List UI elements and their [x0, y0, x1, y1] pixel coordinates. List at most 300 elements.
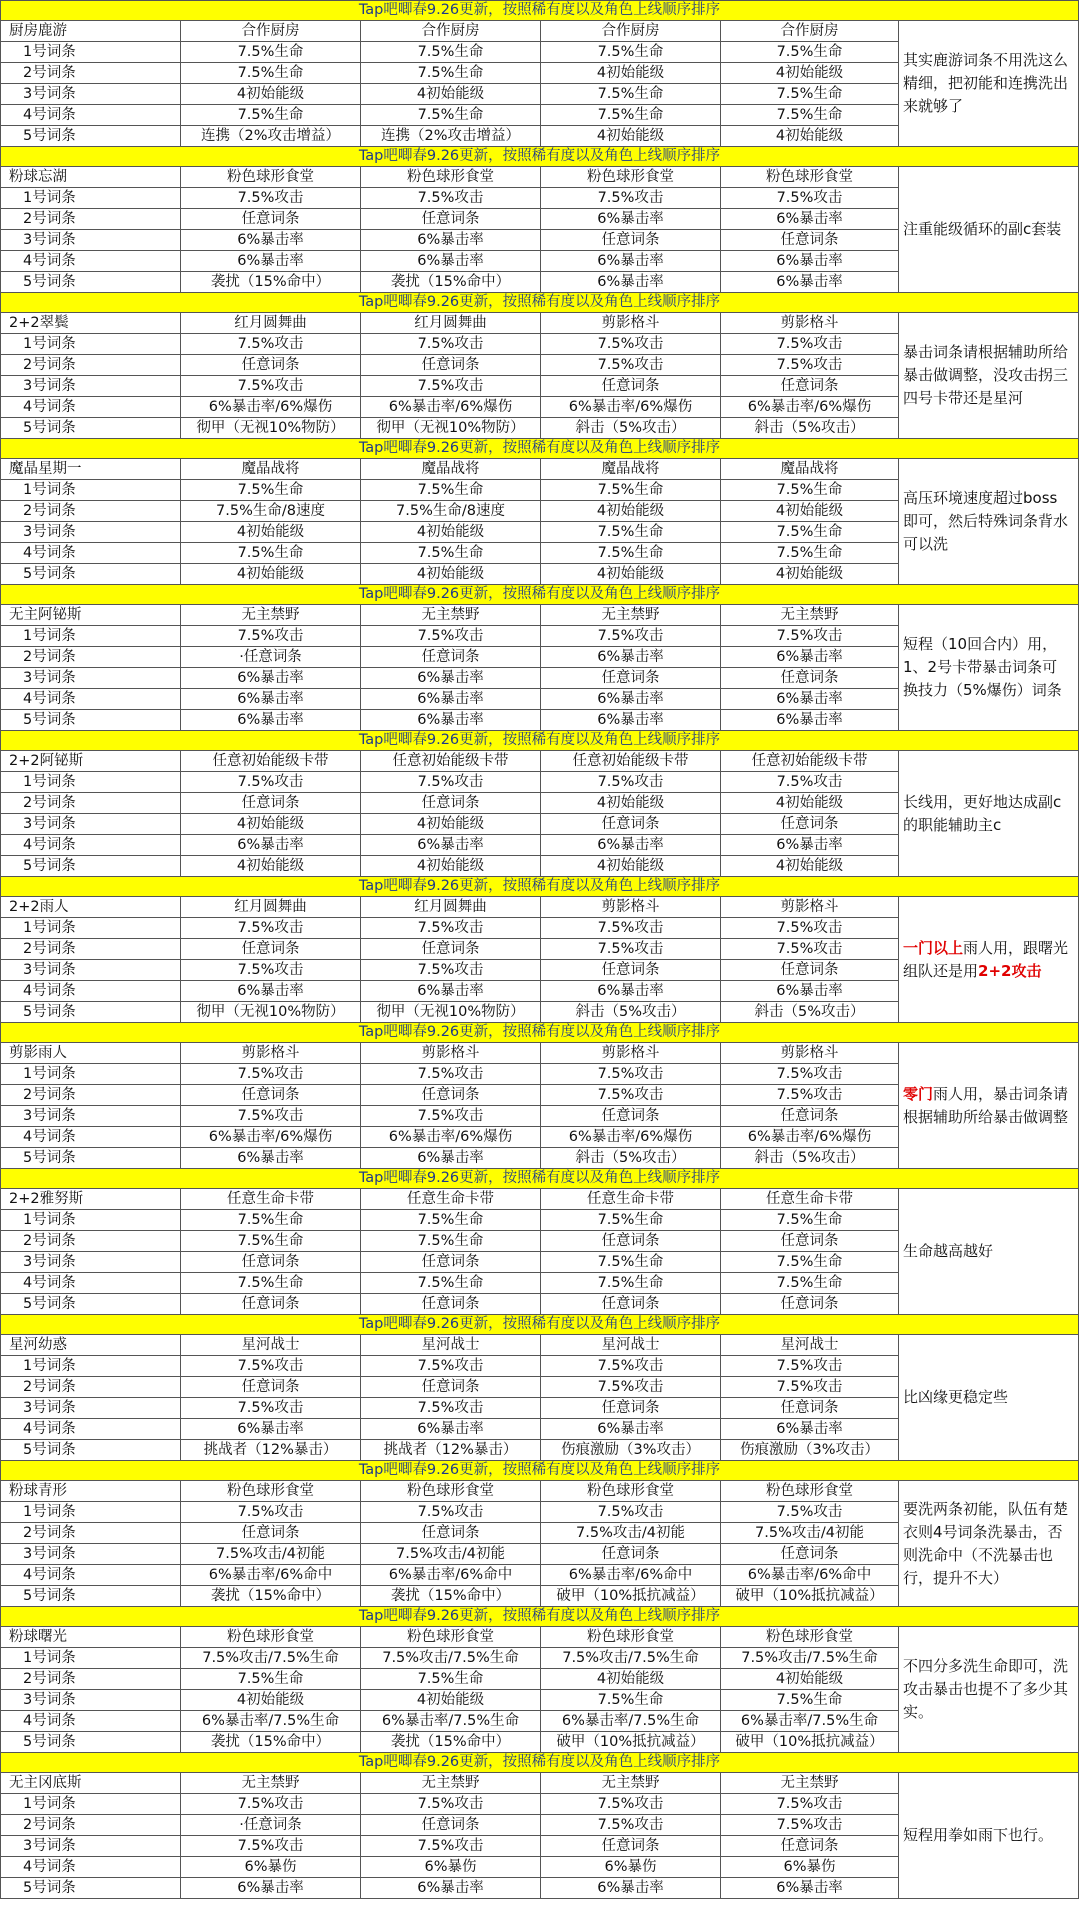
affix-cell: 7.5%攻击: [721, 1502, 899, 1523]
affix-cell: 4初始能级: [541, 63, 721, 84]
affix-cell: 4初始能级: [361, 1690, 541, 1711]
affix-cell: 任意词条: [181, 355, 361, 376]
card-name: 魔晶战将: [361, 459, 541, 480]
affix-cell: 7.5%攻击: [541, 1502, 721, 1523]
affix-cell: 7.5%攻击: [721, 1377, 899, 1398]
affix-cell: 任意词条: [721, 1231, 899, 1252]
affix-cell: 7.5%生命: [541, 42, 721, 63]
affix-slot-label: 5号词条: [1, 564, 181, 585]
affix-cell: 7.5%生命: [181, 42, 361, 63]
affix-cell: 6%暴击率/7.5%生命: [541, 1711, 721, 1732]
section-banner: Tap吧唧春9.26更新，按照稀有度以及角色上线顺序排序: [1, 293, 1079, 313]
section-banner: Tap吧唧春9.26更新，按照稀有度以及角色上线顺序排序: [1, 1315, 1079, 1335]
affix-cell: 4初始能级: [541, 1669, 721, 1690]
affix-slot-label: 4号词条: [1, 543, 181, 564]
affix-slot-label: 2号词条: [1, 1231, 181, 1252]
card-name: 粉色球形食堂: [361, 1481, 541, 1502]
affix-cell: 6%暴击率/6%命中: [721, 1565, 899, 1586]
affix-slot-label: 3号词条: [1, 814, 181, 835]
affix-cell: 7.5%攻击: [721, 1815, 899, 1836]
affix-cell: ·任意词条: [181, 647, 361, 668]
affix-cell: 6%暴击率: [721, 689, 899, 710]
affix-cell: 7.5%攻击: [721, 334, 899, 355]
build-note: [899, 1627, 1079, 1753]
affix-cell: 伤痕激励（3%攻击）: [541, 1440, 721, 1461]
affix-cell: 7.5%生命: [721, 84, 899, 105]
affix-slot-label: 2号词条: [1, 63, 181, 84]
affix-cell: 6%暴击率: [541, 689, 721, 710]
affix-slot-label: 5号词条: [1, 710, 181, 731]
card-name: 无主禁野: [181, 605, 361, 626]
affix-cell: 7.5%生命: [361, 42, 541, 63]
affix-cell: 7.5%攻击: [361, 376, 541, 397]
affix-cell: 7.5%生命: [181, 63, 361, 84]
affix-cell: 任意词条: [721, 668, 899, 689]
affix-cell: 任意词条: [361, 1294, 541, 1315]
affix-slot-label: 3号词条: [1, 522, 181, 543]
character-name: 2+2翠鬓: [1, 313, 181, 334]
affix-cell: 7.5%生命/8速度: [181, 501, 361, 522]
affix-cell: 6%暴击率: [721, 1878, 899, 1899]
affix-cell: 斜击（5%攻击）: [721, 1148, 899, 1169]
affix-cell: 6%暴击率/6%命中: [181, 1565, 361, 1586]
affix-slot-label: 4号词条: [1, 981, 181, 1002]
note-highlight: 零门: [903, 1084, 934, 1103]
affix-cell: 斜击（5%攻击）: [541, 418, 721, 439]
affix-cell: 任意词条: [361, 793, 541, 814]
affix-cell: 彻甲（无视10%物防）: [361, 1002, 541, 1023]
section-header-row: [1, 1627, 1079, 1648]
affix-cell: 6%暴击率: [541, 1878, 721, 1899]
affix-cell: 7.5%攻击: [361, 1106, 541, 1127]
affix-cell: 6%暴击率/6%爆伤: [181, 1127, 361, 1148]
affix-slot-label: 3号词条: [1, 1544, 181, 1565]
affix-cell: 任意词条: [721, 1398, 899, 1419]
affix-cell: 6%暴击率: [721, 251, 899, 272]
affix-cell: 挑战者（12%暴击）: [181, 1440, 361, 1461]
affix-cell: 7.5%攻击: [361, 1794, 541, 1815]
affix-cell: 7.5%攻击: [541, 1377, 721, 1398]
section-banner: Tap吧唧春9.26更新，按照稀有度以及角色上线顺序排序: [1, 585, 1079, 605]
affix-slot-label: 1号词条: [1, 1356, 181, 1377]
note-text: 高压环境速度超过boss即可，然后特殊词条背水可以洗: [903, 489, 1069, 553]
affix-cell: 7.5%攻击: [181, 918, 361, 939]
affix-cell: 6%暴击率: [541, 981, 721, 1002]
section-banner-row: [1, 1753, 1079, 1773]
affix-cell: 4初始能级: [181, 856, 361, 877]
affix-cell: 7.5%生命: [541, 1690, 721, 1711]
affix-cell: 7.5%生命: [541, 84, 721, 105]
affix-cell: 4初始能级: [721, 856, 899, 877]
card-name: 无主禁野: [721, 605, 899, 626]
affix-cell: 7.5%攻击: [361, 1836, 541, 1857]
affix-cell: 7.5%生命: [721, 1690, 899, 1711]
affix-cell: 7.5%攻击: [721, 939, 899, 960]
affix-cell: 任意词条: [721, 376, 899, 397]
affix-cell: 7.5%攻击: [361, 1064, 541, 1085]
card-name: 粉色球形食堂: [541, 167, 721, 188]
affix-slot-label: 1号词条: [1, 1794, 181, 1815]
affix-cell: 7.5%攻击: [721, 772, 899, 793]
card-name: 任意初始能级卡带: [181, 751, 361, 772]
section-banner-row: [1, 1315, 1079, 1335]
affix-cell: 6%暴击率: [721, 647, 899, 668]
affix-cell: 7.5%攻击: [541, 626, 721, 647]
character-name: 厨房鹿游: [1, 21, 181, 42]
section-header-row: [1, 605, 1079, 626]
affix-cell: 7.5%攻击: [721, 626, 899, 647]
section-header-row: [1, 459, 1079, 480]
affix-cell: 7.5%攻击: [721, 355, 899, 376]
affix-cell: 6%暴击率: [541, 251, 721, 272]
affix-cell: ·任意词条: [181, 1815, 361, 1836]
card-name: 星河战士: [361, 1335, 541, 1356]
affix-cell: 袭扰（15%命中）: [361, 1586, 541, 1607]
affix-cell: 7.5%攻击: [181, 772, 361, 793]
affix-cell: 7.5%生命: [721, 543, 899, 564]
affix-cell: 袭扰（15%命中）: [361, 272, 541, 293]
affix-cell: 破甲（10%抵抗减益）: [721, 1586, 899, 1607]
card-name: 任意初始能级卡带: [721, 751, 899, 772]
affix-cell: 4初始能级: [721, 501, 899, 522]
affix-slot-label: 2号词条: [1, 1815, 181, 1836]
card-name: 粉色球形食堂: [181, 1481, 361, 1502]
affix-cell: 7.5%攻击/7.5%生命: [541, 1648, 721, 1669]
affix-slot-label: 3号词条: [1, 668, 181, 689]
affix-cell: 7.5%攻击: [721, 918, 899, 939]
card-name: 剪影格斗: [541, 1043, 721, 1064]
card-name: 合作厨房: [541, 21, 721, 42]
affix-cell: 任意词条: [721, 230, 899, 251]
affix-slot-label: 5号词条: [1, 126, 181, 147]
affix-cell: 7.5%生命: [361, 480, 541, 501]
affix-cell: 7.5%生命: [181, 480, 361, 501]
affix-slot-label: 4号词条: [1, 689, 181, 710]
card-name: 合作厨房: [181, 21, 361, 42]
affix-cell: 任意词条: [361, 1523, 541, 1544]
affix-slot-label: 3号词条: [1, 960, 181, 981]
build-note: [899, 167, 1079, 293]
affix-slot-label: 3号词条: [1, 1106, 181, 1127]
affix-slot-label: 5号词条: [1, 418, 181, 439]
affix-slot-label: 3号词条: [1, 1690, 181, 1711]
card-name: 粉色球形食堂: [721, 1481, 899, 1502]
affix-slot-label: 2号词条: [1, 1377, 181, 1398]
affix-cell: 任意词条: [541, 960, 721, 981]
affix-cell: 6%暴击率/6%爆伤: [541, 397, 721, 418]
affix-cell: 6%暴击率/6%爆伤: [361, 1127, 541, 1148]
affix-slot-label: 2号词条: [1, 1669, 181, 1690]
affix-slot-label: 1号词条: [1, 480, 181, 501]
section-header-row: [1, 1335, 1079, 1356]
section-banner-row: [1, 877, 1079, 897]
affix-cell: 7.5%攻击: [361, 334, 541, 355]
affix-cell: 斜击（5%攻击）: [721, 418, 899, 439]
affix-cell: 6%暴伤: [181, 1857, 361, 1878]
affix-cell: 6%暴击率/7.5%生命: [361, 1711, 541, 1732]
build-note: [899, 897, 1079, 1023]
character-name: 无主冈底斯: [1, 1773, 181, 1794]
affix-cell: 破甲（10%抵抗减益）: [541, 1732, 721, 1753]
affix-cell: 7.5%生命: [721, 1273, 899, 1294]
affix-cell: 6%暴击率: [181, 710, 361, 731]
note-text: 比凶缘更稳定些: [903, 1388, 1009, 1406]
affix-cell: 7.5%生命: [541, 1273, 721, 1294]
note-text: 暴击词条请根据辅助所给暴击做调整，没攻击拐三四号卡带还是星河: [903, 343, 1069, 407]
character-name: 2+2阿铋斯: [1, 751, 181, 772]
affix-cell: 6%暴击率: [181, 251, 361, 272]
affix-slot-label: 5号词条: [1, 1148, 181, 1169]
affix-cell: 7.5%攻击: [721, 188, 899, 209]
affix-cell: 6%暴击率: [361, 981, 541, 1002]
affix-cell: 7.5%攻击: [181, 1836, 361, 1857]
section-banner: Tap吧唧春9.26更新，按照稀有度以及角色上线顺序排序: [1, 1023, 1079, 1043]
affix-cell: 任意词条: [541, 668, 721, 689]
note-text: 短程用拳如雨下也行。: [903, 1826, 1054, 1844]
affix-cell: 任意词条: [541, 230, 721, 251]
affix-cell: 袭扰（15%命中）: [361, 1732, 541, 1753]
affix-slot-label: 4号词条: [1, 397, 181, 418]
affix-cell: 4初始能级: [541, 793, 721, 814]
affix-cell: 7.5%生命: [541, 480, 721, 501]
affix-cell: 4初始能级: [181, 564, 361, 585]
affix-slot-label: 2号词条: [1, 501, 181, 522]
card-name: 粉色球形食堂: [721, 1627, 899, 1648]
affix-cell: 任意词条: [181, 1294, 361, 1315]
affix-cell: 任意词条: [721, 960, 899, 981]
card-name: 无主禁野: [721, 1773, 899, 1794]
card-name: 任意初始能级卡带: [541, 751, 721, 772]
affix-slot-label: 1号词条: [1, 626, 181, 647]
affix-cell: 6%暴击率: [361, 689, 541, 710]
section-banner: Tap吧唧春9.26更新，按照稀有度以及角色上线顺序排序: [1, 877, 1079, 897]
character-name: 2+2雅努斯: [1, 1189, 181, 1210]
section-header-row: [1, 897, 1079, 918]
affix-cell: 6%暴击率/6%爆伤: [721, 397, 899, 418]
card-name: 剪影格斗: [721, 1043, 899, 1064]
affix-slot-label: 3号词条: [1, 376, 181, 397]
affix-cell: 彻甲（无视10%物防）: [181, 418, 361, 439]
card-name: 粉色球形食堂: [721, 167, 899, 188]
affix-cell: 6%暴伤: [541, 1857, 721, 1878]
affix-cell: 任意词条: [541, 1836, 721, 1857]
affix-cell: 彻甲（无视10%物防）: [361, 418, 541, 439]
affix-cell: 7.5%攻击: [541, 355, 721, 376]
card-name: 红月圆舞曲: [361, 313, 541, 334]
affix-cell: 连携（2%攻击增益）: [361, 126, 541, 147]
build-note: [899, 1043, 1079, 1169]
card-name: 星河战士: [721, 1335, 899, 1356]
affix-slot-label: 4号词条: [1, 251, 181, 272]
note-text: 其实鹿游词条不用洗这么精细，把初能和连携洗出来就够了: [903, 51, 1069, 115]
affix-cell: 7.5%生命: [541, 105, 721, 126]
affix-slot-label: 2号词条: [1, 647, 181, 668]
affix-cell: 7.5%攻击: [541, 772, 721, 793]
card-name: 无主禁野: [361, 1773, 541, 1794]
affix-cell: 7.5%生命: [721, 480, 899, 501]
affix-cell: 斜击（5%攻击）: [721, 1002, 899, 1023]
card-name: 魔晶战将: [181, 459, 361, 480]
card-name: 星河战士: [181, 1335, 361, 1356]
note-highlight: 一门以上: [903, 938, 964, 957]
affix-slot-label: 5号词条: [1, 1002, 181, 1023]
affix-cell: 任意词条: [181, 1377, 361, 1398]
affix-cell: 7.5%生命: [541, 1252, 721, 1273]
affix-cell: 7.5%生命: [181, 105, 361, 126]
affix-cell: 任意词条: [361, 1252, 541, 1273]
affix-cell: 任意词条: [181, 1523, 361, 1544]
note-text: 注重能级循环的副c套装: [903, 220, 1062, 238]
affix-cell: 6%暴击率: [541, 1419, 721, 1440]
card-name: 剪影格斗: [721, 897, 899, 918]
affix-cell: 4初始能级: [361, 564, 541, 585]
affix-cell: 任意词条: [361, 1377, 541, 1398]
affix-cell: 7.5%攻击/7.5%生命: [361, 1648, 541, 1669]
affix-slot-label: 2号词条: [1, 1523, 181, 1544]
build-note: [899, 1335, 1079, 1461]
affix-cell: 7.5%生命: [721, 42, 899, 63]
card-name: 剪影格斗: [721, 313, 899, 334]
affix-cell: 6%暴击率: [541, 272, 721, 293]
affix-cell: 4初始能级: [721, 63, 899, 84]
affix-cell: 6%暴击率: [721, 710, 899, 731]
affix-cell: 7.5%攻击: [361, 626, 541, 647]
affix-cell: 6%暴击率/6%命中: [541, 1565, 721, 1586]
card-name: 合作厨房: [361, 21, 541, 42]
affix-cell: 任意词条: [361, 1085, 541, 1106]
affix-cell: 7.5%生命: [181, 1669, 361, 1690]
affix-cell: 7.5%攻击: [721, 1064, 899, 1085]
card-name: 合作厨房: [721, 21, 899, 42]
affix-cell: 4初始能级: [361, 522, 541, 543]
section-banner: Tap吧唧春9.26更新，按照稀有度以及角色上线顺序排序: [1, 1169, 1079, 1189]
card-name: 粉色球形食堂: [541, 1627, 721, 1648]
affix-cell: 7.5%攻击: [541, 1064, 721, 1085]
affix-cell: 破甲（10%抵抗减益）: [541, 1586, 721, 1607]
character-name: 无主阿铋斯: [1, 605, 181, 626]
affix-cell: 7.5%攻击: [721, 1356, 899, 1377]
affix-cell: 4初始能级: [721, 564, 899, 585]
affix-cell: 7.5%生命: [721, 522, 899, 543]
affix-cell: 7.5%生命: [361, 1210, 541, 1231]
affix-cell: 7.5%攻击: [361, 918, 541, 939]
affix-cell: 任意词条: [361, 939, 541, 960]
section-banner: Tap吧唧春9.26更新，按照稀有度以及角色上线顺序排序: [1, 1607, 1079, 1627]
section-banner-row: [1, 1461, 1079, 1481]
affix-cell: 7.5%攻击: [541, 188, 721, 209]
affix-cell: 7.5%攻击: [541, 1794, 721, 1815]
section-banner-row: [1, 293, 1079, 313]
affix-cell: 7.5%生命: [721, 1210, 899, 1231]
affix-cell: 挑战者（12%暴击）: [361, 1440, 541, 1461]
affix-cell: 6%暴击率: [721, 209, 899, 230]
affix-cell: 6%暴击率/6%爆伤: [541, 1127, 721, 1148]
affix-cell: 7.5%攻击: [361, 772, 541, 793]
section-header-row: [1, 1189, 1079, 1210]
affix-cell: 任意词条: [541, 1398, 721, 1419]
affix-cell: 7.5%攻击: [541, 939, 721, 960]
affix-cell: 7.5%攻击/4初能: [721, 1523, 899, 1544]
build-note: [899, 1773, 1079, 1899]
affix-cell: 6%暴击率/6%命中: [361, 1565, 541, 1586]
affix-cell: 7.5%生命: [361, 1231, 541, 1252]
affix-slot-label: 1号词条: [1, 334, 181, 355]
affix-slot-label: 5号词条: [1, 1294, 181, 1315]
card-name: 任意初始能级卡带: [361, 751, 541, 772]
affix-cell: 7.5%攻击: [541, 1356, 721, 1377]
affix-cell: 7.5%生命: [181, 1231, 361, 1252]
affix-cell: 任意词条: [361, 1815, 541, 1836]
affix-slot-label: 1号词条: [1, 42, 181, 63]
affix-cell: 7.5%生命: [181, 1273, 361, 1294]
affix-cell: 6%暴击率: [181, 689, 361, 710]
affix-slot-label: 4号词条: [1, 1419, 181, 1440]
affix-cell: 7.5%生命: [541, 1210, 721, 1231]
affix-cell: 6%暴击率: [361, 835, 541, 856]
affix-slot-label: 4号词条: [1, 1565, 181, 1586]
affix-slot-label: 2号词条: [1, 939, 181, 960]
affix-cell: 4初始能级: [541, 501, 721, 522]
card-name: 红月圆舞曲: [181, 897, 361, 918]
affix-cell: 袭扰（15%命中）: [181, 1586, 361, 1607]
affix-cell: 任意词条: [541, 1294, 721, 1315]
affix-cell: 4初始能级: [181, 84, 361, 105]
section-header-row: [1, 1773, 1079, 1794]
affix-slot-label: 4号词条: [1, 1273, 181, 1294]
card-name: 任意生命卡带: [181, 1189, 361, 1210]
affix-cell: 7.5%生命: [361, 1669, 541, 1690]
affix-cell: 6%暴击率: [541, 209, 721, 230]
affix-cell: 斜击（5%攻击）: [541, 1002, 721, 1023]
affix-cell: 6%暴击率: [181, 835, 361, 856]
affix-cell: 6%暴击率/7.5%生命: [721, 1711, 899, 1732]
affix-cell: 7.5%攻击: [361, 1356, 541, 1377]
affix-cell: 7.5%攻击: [181, 1502, 361, 1523]
affix-cell: 6%暴击率: [181, 1878, 361, 1899]
card-name: 无主禁野: [181, 1773, 361, 1794]
card-name: 剪影格斗: [541, 897, 721, 918]
section-banner-row: [1, 1, 1079, 21]
affix-cell: 6%暴击率: [361, 1878, 541, 1899]
section-banner-row: [1, 439, 1079, 459]
affix-cell: 6%暴击率: [721, 272, 899, 293]
affix-cell: 6%暴击率: [541, 835, 721, 856]
affix-cell: 6%暴击率: [721, 1419, 899, 1440]
affix-cell: 7.5%攻击/7.5%生命: [721, 1648, 899, 1669]
affix-slot-label: 4号词条: [1, 105, 181, 126]
build-note: [899, 21, 1079, 147]
affix-cell: 任意词条: [361, 209, 541, 230]
character-name: 粉球青形: [1, 1481, 181, 1502]
affix-slot-label: 5号词条: [1, 272, 181, 293]
card-name: 无主禁野: [541, 605, 721, 626]
affix-cell: 6%暴击率: [361, 230, 541, 251]
affix-slot-label: 2号词条: [1, 793, 181, 814]
affix-slot-label: 1号词条: [1, 918, 181, 939]
affix-cell: 6%暴击率: [181, 1148, 361, 1169]
affix-cell: 7.5%攻击: [361, 1502, 541, 1523]
affix-cell: 7.5%攻击: [181, 1106, 361, 1127]
affix-cell: 任意词条: [541, 1231, 721, 1252]
affix-slot-label: 5号词条: [1, 1586, 181, 1607]
section-banner-row: [1, 147, 1079, 167]
affix-cell: 斜击（5%攻击）: [541, 1148, 721, 1169]
affix-cell: 7.5%攻击: [541, 1815, 721, 1836]
affix-cell: 4初始能级: [721, 1669, 899, 1690]
affix-cell: 7.5%攻击/7.5%生命: [181, 1648, 361, 1669]
affix-cell: 6%暴击率: [181, 230, 361, 251]
section-header-row: [1, 167, 1079, 188]
